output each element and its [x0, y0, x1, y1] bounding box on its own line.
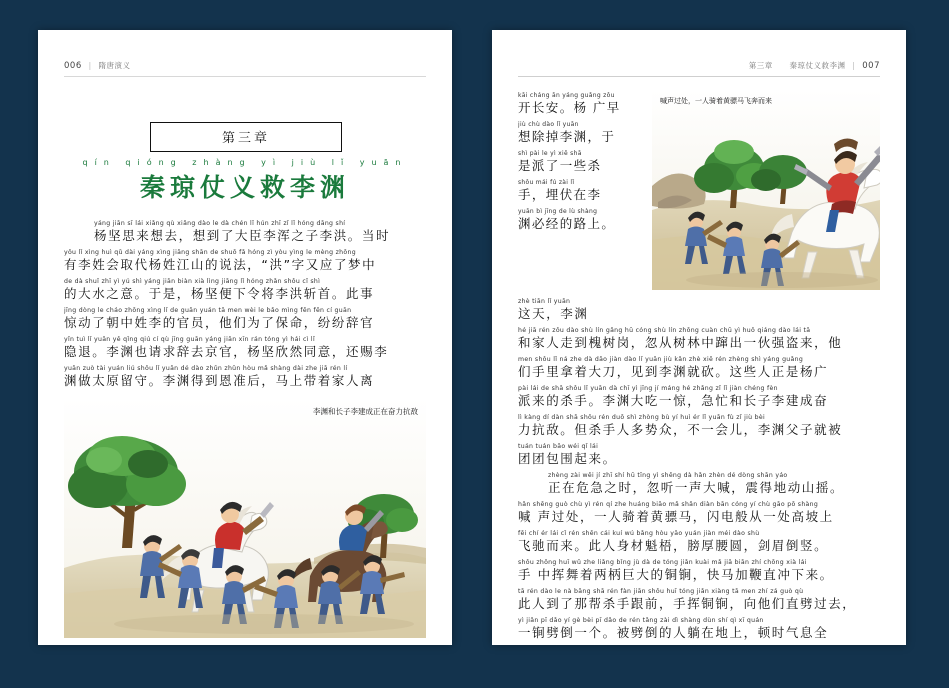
- chapter-title-pinyin: qín qióng zhàng yì jiù lǐ yuān: [82, 158, 408, 167]
- text-line: [518, 559, 880, 583]
- pinyin-line: shì pài le yì xiē shā: [518, 150, 582, 157]
- book-title-running-head: 隋唐演义: [98, 61, 131, 70]
- chapter-title-hanzi: 秦琼仗义救李渊: [139, 173, 350, 202]
- pinyin-line: yáng jiān sī lái xiǎng qù xiǎng dào le dà chén lǐ hún zhī zǐ lǐ hóng dāng shí: [94, 220, 346, 227]
- text-line: [64, 307, 426, 331]
- hanzi-line: 的大水之意。于是，杨坚便下令将李洪斩首。此事: [64, 286, 375, 301]
- chapter-number-label: 第三章: [221, 131, 270, 146]
- pinyin-line: yǐn tuì lǐ yuān yě qǐng qiú cí qù jīng guān yáng jiān xīn rán tóng yì hái cì lǐ: [64, 336, 315, 343]
- hanzi-line: 们手里拿着大刀，见到李渊就砍。这些人正是杨广: [518, 364, 829, 379]
- text-line: [518, 385, 880, 409]
- chapter-number-box: [150, 122, 342, 152]
- right-narrow-column: [518, 92, 644, 237]
- pinyin-line: de dà shuǐ zhī yì yú shì yáng jiān biàn xià lìng jiāng lǐ hóng zhǎn shǒu cǐ shì: [64, 278, 321, 285]
- hanzi-line: 这天，李渊: [518, 306, 589, 321]
- hanzi-line: 正在危急之时，忽听一声大喊，震得地动山摇。: [548, 480, 845, 495]
- pinyin-line: yǒu lǐ xìng huì qǔ dài yáng xìng jiāng shān de shuō fǎ hóng zì yòu yìng le mèng zhōng: [64, 249, 356, 256]
- pinyin-line: pài lái de shā shǒu lǐ yuān dà chī yì jīng jí máng hé zhǎng zǐ lǐ jiàn chéng fèn: [518, 385, 778, 392]
- horseman-charging-art: [652, 90, 880, 290]
- hanzi-line: 手，埋伏在李: [518, 187, 602, 202]
- hanzi-line: 惊动了朝中姓李的官员，他们为了保命，纷纷辞官: [64, 315, 375, 330]
- hanzi-line: 渊必经的路上。: [518, 216, 616, 231]
- left-body-text: [64, 220, 426, 394]
- text-line: [518, 92, 644, 116]
- illustration-caption: 李渊和长子李建成正在奋力抗敌: [313, 407, 418, 416]
- hanzi-line: 派来的杀手。李渊大吃一惊，急忙和长子李建成奋: [518, 393, 829, 408]
- right-page-folio: 007: [862, 61, 880, 71]
- text-line: [64, 365, 426, 389]
- left-page: [38, 30, 452, 645]
- pinyin-line: shǒu zhōng huī wǔ zhe liǎng bǐng jù dà de tóng jiǎn kuài mǎ jiā biān zhí chōng xià lái: [518, 559, 807, 566]
- header-separator: |: [88, 61, 92, 70]
- hanzi-line: 隐退。李渊也请求辞去京官，杨坚欣然同意，还赐李: [64, 344, 389, 359]
- pinyin-line: shǒu mái fú zài lǐ: [518, 179, 575, 186]
- pinyin-line: fēi chí ér lái cǐ rén shēn cái kuí wú bǎng hòu yāo yuán jiàn méi dào shù: [518, 530, 760, 537]
- text-line: [518, 530, 880, 554]
- hanzi-line: 此人到了那帮杀手跟前，手挥铜锏，向他们直劈过去，: [518, 596, 857, 611]
- right-page: [492, 30, 906, 645]
- hanzi-line: 想除掉李渊，于: [518, 129, 616, 144]
- text-line: [64, 249, 426, 273]
- pinyin-line: hé jiā rén zǒu dào shù lín gǎng hū cóng shù lín zhōng cuàn chū yì huǒ qiáng dào lái tā: [518, 327, 811, 334]
- left-page-folio: 006: [64, 61, 82, 71]
- text-line: [518, 327, 880, 351]
- pinyin-line: yuān zuò tài yuán liú shǒu lǐ yuān dé dào zhǔn zhǔn hòu mǎ shàng dài zhe jiā rén lí: [64, 365, 348, 372]
- hanzi-line: 渊做太原留守。李渊得到恩准后，马上带着家人离: [64, 373, 375, 388]
- pinyin-line: kāi cháng ān yáng guǎng zǒu: [518, 92, 615, 99]
- pinyin-line: tā rén dào le nà bāng shā rén fàn jiān shǒu huī tóng jiǎn xiàng tā men zhí zá guò qù: [518, 588, 804, 595]
- pinyin-line: zhèng zài wēi jí zhī shí hū tīng yì shēng dà hǎn zhèn dé dòng shān yáo: [548, 472, 788, 479]
- header-separator: |: [852, 61, 856, 70]
- pinyin-line: jiù chù dào lǐ yuān: [518, 121, 579, 128]
- pinyin-line: lì kàng dí dàn shā shǒu rén duō shì zhòng bù yí huì ér lǐ yuān fù zǐ jiù bèi: [518, 414, 765, 421]
- pinyin-line: men shǒu lǐ ná zhe dà dāo jiàn dào lǐ yuān jiù kǎn zhè xiē rén zhèng shì yáng guǎng: [518, 356, 804, 363]
- hanzi-line: 有李姓会取代杨姓江山的说法，“洪”字又应了梦中: [64, 257, 377, 272]
- pinyin-line: yuān bì jīng de lù shàng: [518, 208, 598, 215]
- hanzi-line: 杨坚思来想去，想到了大臣李浑之子李洪。当时: [94, 228, 391, 243]
- pinyin-line: tuán tuán bāo wéi qǐ lái: [518, 443, 599, 450]
- battle-scene-illustration: [64, 398, 426, 638]
- header-rule: [64, 76, 426, 77]
- hanzi-line: 飞驰而来。此人身材魁梧，膀厚腰圆，剑眉倒竖。: [518, 538, 829, 553]
- battle-scene-art: [64, 398, 426, 638]
- text-line: [518, 443, 880, 467]
- hanzi-line: 力抗敌。但杀手人多势众，不一会儿，李渊父子就被: [518, 422, 843, 437]
- text-line: [518, 501, 880, 525]
- text-line: [518, 472, 880, 496]
- pinyin-line: jīng dòng le cháo zhōng xìng lǐ de guān yuán tā men wèi le bǎo mìng fēn fēn cí guān: [64, 307, 352, 314]
- text-line: [518, 588, 880, 612]
- pinyin-line: zhè tiān lǐ yuān: [518, 298, 571, 305]
- illustration-caption: 喊声过处，一人骑着黄骠马飞奔而来: [660, 97, 772, 105]
- text-line: [518, 298, 880, 322]
- text-line: [64, 336, 426, 360]
- text-line: [518, 356, 880, 380]
- hanzi-line: 团团包围起来。: [518, 451, 617, 466]
- hanzi-line: 和家人走到槐树岗，忽从树林中蹿出一伙强盗来，他: [518, 335, 843, 350]
- text-line: [518, 179, 644, 203]
- text-line: [64, 220, 426, 244]
- text-line: [518, 121, 644, 145]
- hanzi-line: 喊 声过处，一人骑着黄骠马，闪电般从一处高坡上: [518, 509, 834, 524]
- pinyin-line: hǎn shēng guò chù yì rén qí zhe huáng biāo mǎ shǎn diàn bān cóng yí chù gāo pō shàng: [518, 501, 819, 508]
- chapter-running-head-number: 第三章: [748, 61, 773, 70]
- text-line: [518, 208, 644, 232]
- hanzi-line: 开长安。杨 广早: [518, 100, 621, 115]
- text-line: [518, 617, 880, 641]
- text-line: [518, 150, 644, 174]
- right-body-text: [518, 298, 880, 645]
- pinyin-line: yì jiǎn pī dǎo yí gè bèi pī dǎo de rén tǎng zài dì shàng dùn shí qì xī quán: [518, 617, 764, 624]
- text-line: [518, 414, 880, 438]
- horseman-charging-illustration: [652, 90, 880, 290]
- left-page-header: [64, 60, 131, 71]
- hanzi-line: 是派了一些杀: [518, 158, 602, 173]
- chapter-title: [38, 158, 452, 204]
- hanzi-line: 一锏劈倒一个。被劈倒的人躺在地上，顿时气息全: [518, 625, 829, 640]
- hanzi-line: 手 中挥舞着两柄巨大的铜锏，快马加鞭直冲下来。: [518, 567, 834, 582]
- text-line: [64, 278, 426, 302]
- right-page-header: [749, 60, 880, 71]
- chapter-running-head-title: 秦琼仗义救李渊: [789, 61, 846, 70]
- header-rule: [518, 76, 880, 77]
